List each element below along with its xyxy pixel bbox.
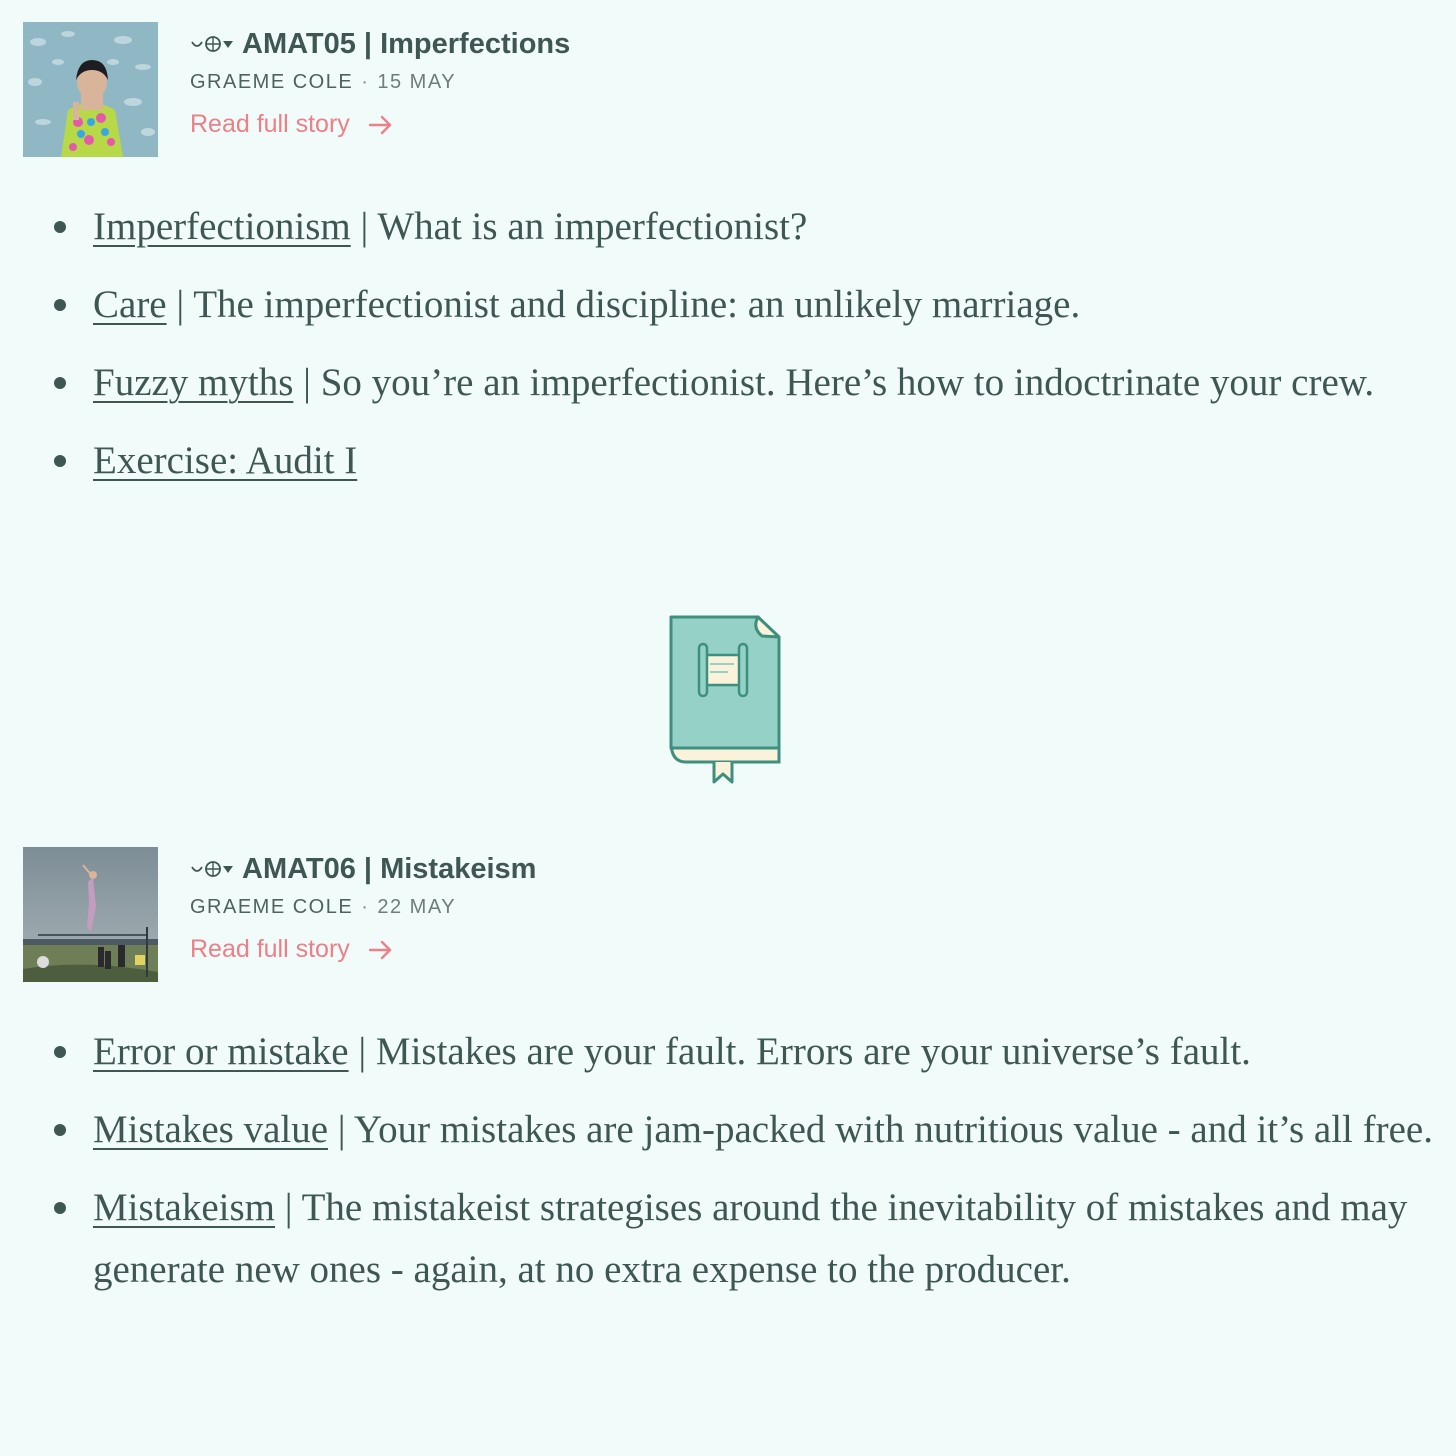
caret-down-icon: [222, 864, 234, 874]
item-link[interactable]: Mistakes value: [93, 1108, 329, 1151]
smile-icon: [190, 863, 204, 875]
caret-down-icon: [222, 39, 234, 49]
post-item-list: [0, 196, 1456, 508]
item-description: | What is an imperfectionist?: [350, 205, 808, 248]
author-name[interactable]: GRAEME COLE: [190, 71, 354, 93]
item-description: | Your mistakes are jam-packed with nutritious value - and it’s all free.: [328, 1108, 1433, 1151]
list-item: [93, 1177, 1456, 1301]
item-link[interactable]: Fuzzy myths: [93, 361, 294, 404]
item-description: | The imperfectionist and discipline: an unlikely marriage.: [166, 283, 1081, 326]
post-title-row[interactable]: [190, 24, 570, 64]
globe-icon: [204, 35, 222, 53]
author-name[interactable]: GRAEME COLE: [190, 896, 354, 918]
post-thumbnail[interactable]: [23, 847, 158, 982]
item-link[interactable]: Care: [93, 283, 167, 326]
list-item: [93, 430, 1456, 492]
post-card[interactable]: [23, 847, 536, 982]
read-full-story-label: Read full story: [190, 110, 350, 138]
post-card[interactable]: [23, 22, 570, 157]
item-link[interactable]: Mistakeism: [93, 1186, 275, 1229]
smile-icon: [190, 38, 204, 50]
item-description: | Mistakes are your fault. Errors are your universe’s fault.: [348, 1030, 1251, 1073]
post-title[interactable]: AMAT06 | Mistakeism: [242, 852, 537, 885]
book-scroll-icon: [666, 612, 786, 787]
item-link[interactable]: Error or mistake: [93, 1030, 349, 1073]
byline: [190, 68, 570, 96]
byline-separator: ·: [361, 71, 370, 93]
post-thumbnail[interactable]: [23, 22, 158, 157]
title-icons: [190, 35, 234, 53]
post-item-list: [0, 1021, 1456, 1317]
arrow-right-icon: [368, 114, 394, 136]
post-date: 15 MAY: [377, 71, 457, 93]
list-item: [93, 1099, 1456, 1161]
post-title[interactable]: AMAT05 | Imperfections: [242, 27, 571, 60]
item-link[interactable]: Imperfectionism: [93, 205, 351, 248]
read-full-story-link[interactable]: [190, 935, 394, 964]
list-item: [93, 352, 1456, 414]
read-full-story-label: Read full story: [190, 935, 350, 963]
post-date: 22 MAY: [377, 896, 457, 918]
list-item: [93, 1021, 1456, 1083]
byline-separator: ·: [361, 896, 370, 918]
item-description: | The mistakeist strategises around the inevitability of mistakes and may generate new ones - again, at no extra expense to the producer.: [93, 1186, 1408, 1291]
item-description: | So you’re an imperfectionist. Here’s how to indoctrinate your crew.: [293, 361, 1375, 404]
list-item: [93, 274, 1456, 336]
byline: [190, 893, 536, 921]
read-full-story-link[interactable]: [190, 110, 394, 139]
globe-icon: [204, 860, 222, 878]
arrow-right-icon: [368, 939, 394, 961]
post-title-row[interactable]: [190, 849, 536, 889]
item-link[interactable]: Exercise: Audit I: [93, 439, 358, 482]
title-icons: [190, 860, 234, 878]
list-item: [93, 196, 1456, 258]
